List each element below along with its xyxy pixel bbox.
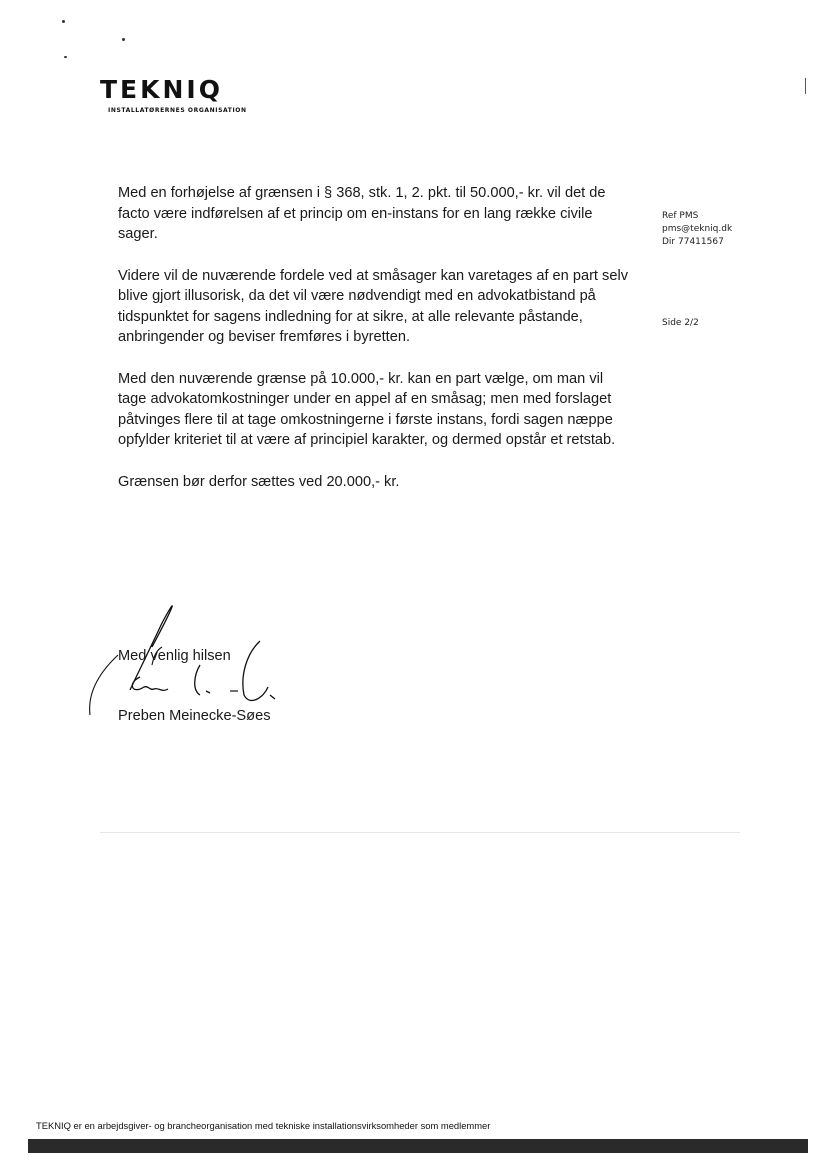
paragraph: Grænsen bør derfor sættes ved 20.000,- kr. [118,473,400,490]
divider [100,832,740,833]
scan-speck [122,38,125,41]
signer-name: Preben Meinecke-Søes [118,708,271,724]
footer-bar [28,1139,808,1153]
footer-text: TEKNIQ er en arbejdsgiver- og brancheorganisation med tekniske installationsvirksomheder som medlemmer [36,1120,491,1131]
reference-block [662,210,732,249]
reference-direct-phone: Dir 77411567 [662,237,724,247]
logo-subtitle: INSTALLATØRERNES ORGANISATION [108,107,247,114]
closing-salutation: Med venlig hilsen [118,648,231,664]
paragraph: Med en forhøjelse af grænsen i § 368, stk. 1, 2. pkt. til 50.000,- kr. vil det de facto være indførelsen af et princip om en-instans for en lang række civile sager. [118,185,606,242]
letter-body [118,183,628,513]
logo-wordmark: TEKNIQ [100,75,223,104]
reference-initials: Ref PMS [662,211,699,221]
scan-speck [62,20,65,23]
reference-email: pms@tekniq.dk [662,224,733,234]
scan-edge-mark [805,78,806,94]
page-number: Side 2/2 [662,318,699,328]
scan-speck [64,56,67,58]
paragraph: Videre vil de nuværende fordele ved at småsager kan varetages af en part selv blive gjort illusorisk, da det vil være nødvendigt med en advokatbistand på tidspunktet for sagens indledning for at sikre, at alle relevante påstande, anbringender og beviser fremføres i byretten. [118,267,628,345]
tekniq-logo [100,76,247,114]
paragraph: Med den nuværende grænse på 10.000,- kr. kan en part vælge, om man vil tage advokatomkostninger under en appel af en småsag; men med forslaget påtvinges flere til at tage omkostningerne i første instans, fordi sagen næppe opfylder kriteriet til at være af principiel karakter, og dermed opstår et retstab. [118,370,616,448]
